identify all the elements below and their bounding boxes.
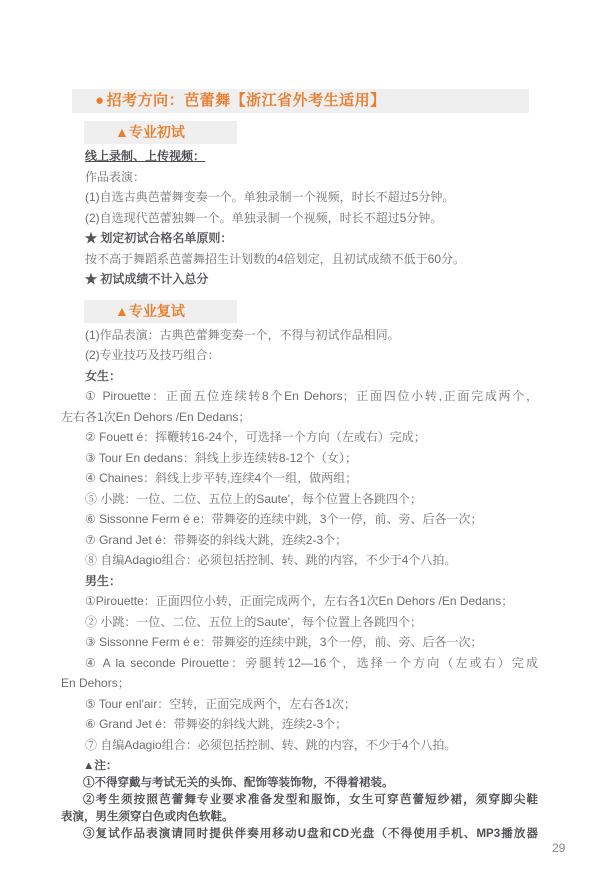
bullet-icon: ● (95, 92, 105, 109)
line-item: ③ Sissonne Ferm é e：带舞姿的连续中跳，3个一停，前、旁、后各一次； (85, 635, 483, 649)
section-second-exam (61, 325, 538, 756)
notes-block (61, 758, 538, 843)
line-item: ⑤ Tour enl'air：空转，正面完成两个，左右各1次； (85, 696, 356, 711)
line-star-rule: ★ 划定初试合格名单原则： (85, 231, 233, 245)
line-item: ④ Chaines：斜线上步平转,连续4个一组，做两组； (85, 471, 358, 485)
line-item: ③ Tour En dedans：斜线上步连续转8-12个（女）； (85, 450, 357, 465)
line-continuation: 左右各1次En Dehors /En Dedans； (61, 409, 251, 424)
line-item: ⑥ Sissonne Ferm é e：带舞姿的连续中跳，3个一停，前、旁、后各一次； (85, 512, 483, 526)
line-item: ② Fouett é：挥鞭转16-24个，可选择一个方向（左或右）完成； (85, 430, 426, 444)
note-continuation: 表演，男生须穿白色或肉色软鞋。 (61, 811, 234, 823)
line-continuation: En Dehors； (61, 676, 130, 690)
line-male-label: 男生： (85, 573, 122, 588)
line-online-recording: 线上录制、上传视频： (85, 149, 206, 163)
section-header-preliminary-exam (84, 121, 237, 144)
line-item: ⑦ 自编Adagio组合：必须包括控制、转、跳的内容，不少于4个八拍。 (85, 737, 457, 752)
section-title: 专业初试 (128, 124, 185, 140)
line-item: (1)自选古典芭蕾舞变奏一个。单独录制一个视频，时长不超过5分钟。 (85, 190, 455, 204)
section-header-second-exam (84, 300, 237, 323)
triangle-icon: ▲ (115, 302, 129, 319)
line-item: (1)作品表演：古典芭蕾舞变奏一个，不得与初试作品相同。 (85, 327, 400, 342)
line-item: ① Pirouette：正面五位连续转8个En Dehors；正面四位小转,正面完成两个， (85, 389, 538, 403)
note-item: ①不得穿戴与考试无关的头饰、配饰等装饰物，不得着裙装。 (83, 777, 394, 789)
line-item: ④ A la seconde Pirouette：旁腿转12—16个，选择一个方向（左或右）完成 (85, 655, 538, 670)
line-item: ①Pirouette：正面四位小转，正面完成两个，左右各1次En Dehors /En Dedans； (85, 594, 514, 608)
line-item: ② 小跳：一位、二位、五位上的Saute'，每个位置上各跳四个； (85, 614, 422, 629)
line-star-note: ★ 初试成绩不计入总分 (85, 272, 209, 286)
recruitment-direction-header (72, 89, 529, 113)
line-item: (2)专业技巧及技巧组合： (85, 348, 220, 362)
page-title: 招考方向：芭蕾舞【浙江省外考生适用】 (106, 92, 386, 109)
triangle-icon: ▲ (115, 124, 129, 140)
section-title: 专业复试 (128, 302, 185, 319)
notes-heading: ▲注： (83, 760, 118, 772)
section-preliminary-exam (61, 146, 538, 290)
line-female-label: 女生： (85, 368, 122, 383)
line-item: ⑥ Grand Jet é：带舞姿的斜线大跳，连续2-3个； (85, 717, 348, 731)
line-item: ⑧ 自编Adagio组合：必须包括控制、转、跳的内容，不少于4个八拍。 (85, 553, 457, 567)
content-column (61, 121, 538, 843)
note-item: ②考生须按照芭蕾舞专业要求准备发型和服饰，女生可穿芭蕾短纱裙，须穿脚尖鞋 (83, 794, 538, 806)
line-item: (2)自选现代芭蕾独舞一个。单独录制一个视频，时长不超过5分钟。 (85, 210, 443, 225)
note-item: ③复试作品表演请同时提供伴奏用移动U盘和CD光盘（不得使用手机、MP3播放器 (83, 828, 538, 840)
line-performance-label: 作品表演： (85, 169, 146, 184)
line-item: ⑦ Grand Jet é：带舞姿的斜线大跳，连续2-3个； (85, 532, 348, 547)
line-item: ⑤ 小跳：一位、二位、五位上的Saute'，每个位置上各跳四个； (85, 491, 422, 506)
page-number: 29 (552, 841, 566, 855)
line-item: 按不高于舞蹈系芭蕾舞招生计划数的4倍划定，且初试成绩不低于60分。 (85, 251, 466, 266)
